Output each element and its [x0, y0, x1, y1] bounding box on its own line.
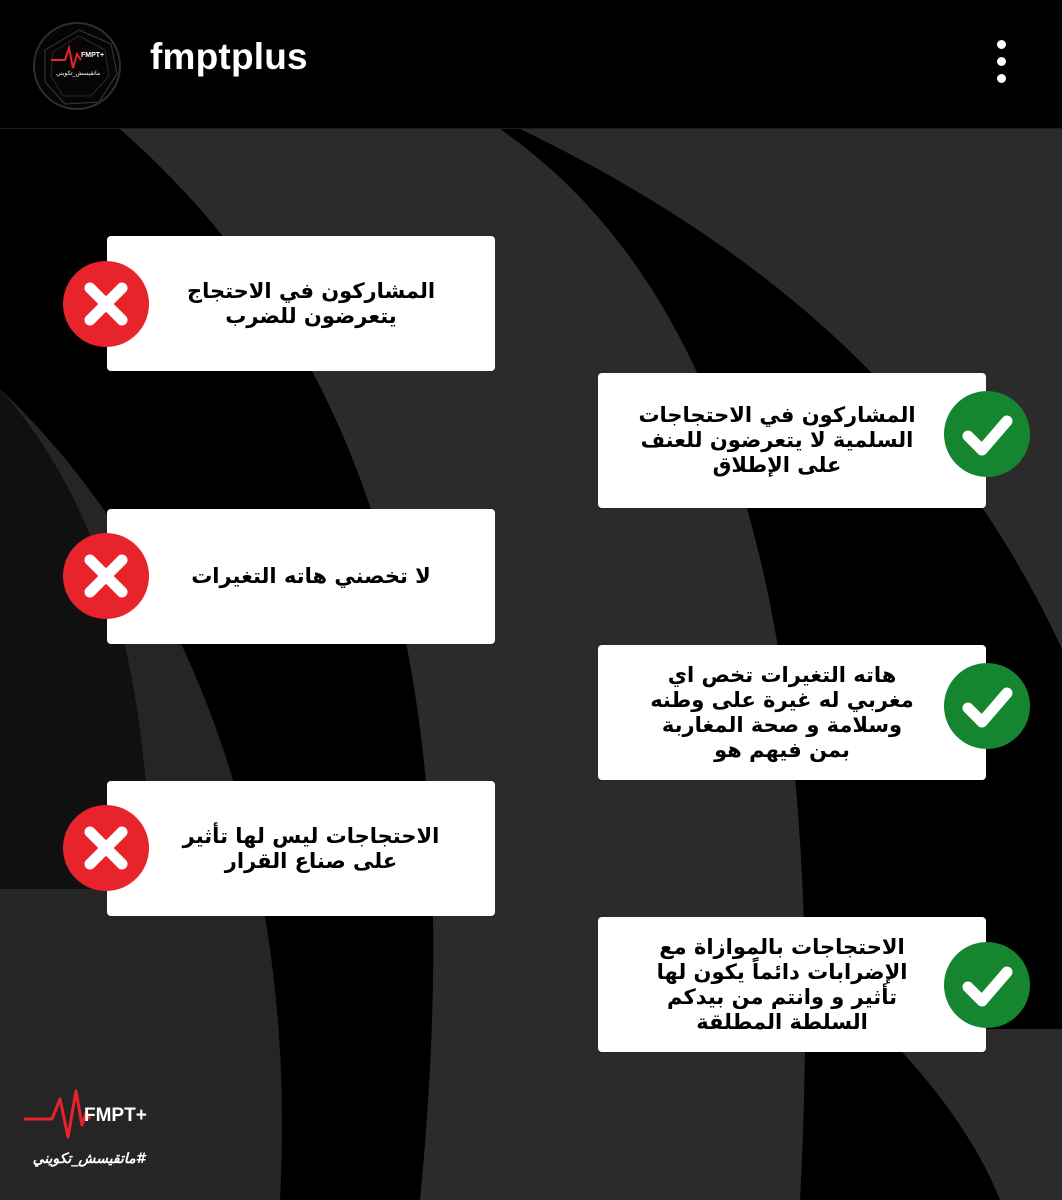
fact-text: المشاركون في الاحتجاجات السلمية لا يتعرضون للعنف على الإطلاق [638, 403, 916, 477]
post-image[interactable] [0, 129, 1062, 1200]
more-vertical-icon [997, 40, 1006, 49]
fact-text: الاحتجاجات بالموازاة مع الإضرابات دائماً يكون لها تأثير و وانتم من بيدكم السلطة المطلقة [656, 934, 908, 1034]
brand-logo [22, 1085, 162, 1180]
myth-text: المشاركون في الاحتجاج يتعرضون للضرب [186, 278, 436, 328]
myth-card [107, 781, 495, 916]
check-mark-icon [944, 663, 1030, 749]
post-header [0, 0, 1062, 129]
myth-card [107, 509, 495, 644]
fact-card [598, 917, 986, 1052]
myth-text: الاحتجاجات ليس لها تأثير على صناع القرار [182, 823, 440, 873]
brand-label: FMPT+ [84, 1105, 147, 1126]
account-username[interactable]: fmptplus [150, 36, 308, 77]
avatar-label: FMPT+ [81, 52, 105, 59]
fact-card [598, 645, 986, 780]
x-mark-icon [63, 533, 149, 619]
fact-text: هاته التغيرات تخص اي مغربي له غيرة على وطنه وسلامة و صحة المغاربة بمن فيهم هو [650, 662, 914, 762]
profile-avatar[interactable] [33, 22, 121, 110]
more-options-button[interactable] [982, 38, 1022, 84]
check-mark-icon [944, 391, 1030, 477]
myth-text: لا تخصني هاته التغيرات [191, 564, 431, 588]
x-mark-icon [63, 805, 149, 891]
myth-card [107, 236, 495, 371]
fact-card [598, 373, 986, 508]
avatar-logo-icon [35, 24, 121, 110]
check-mark-icon [944, 942, 1030, 1028]
avatar-tagline: ماتقيسش_تكويني [55, 70, 101, 77]
x-mark-icon [63, 261, 149, 347]
brand-hashtag: #ماتقيسش_تكويني [32, 1151, 146, 1167]
